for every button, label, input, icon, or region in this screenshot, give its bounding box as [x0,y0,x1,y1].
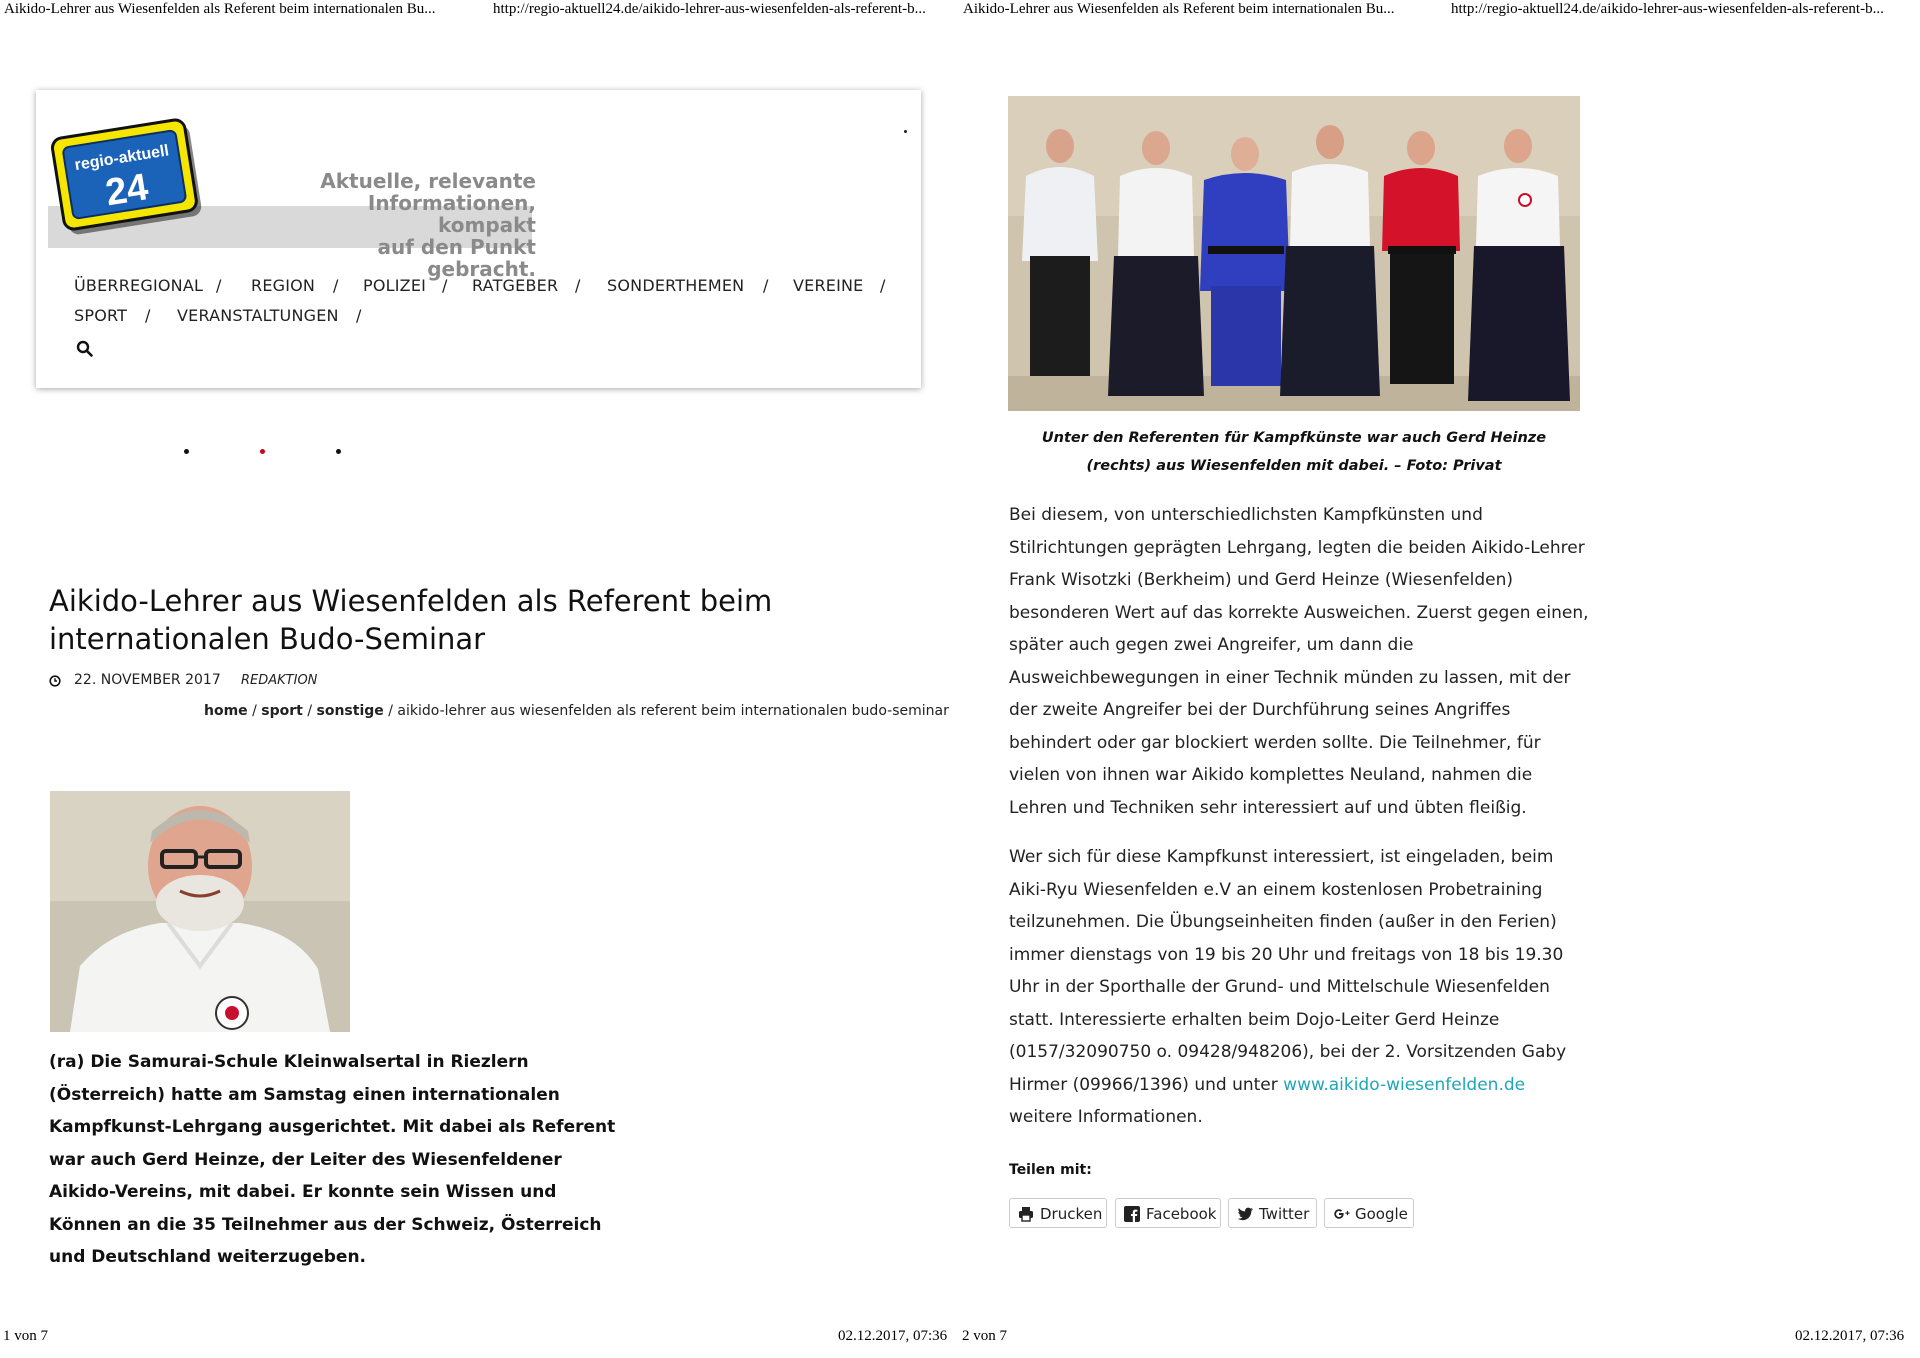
clock-icon [49,675,61,687]
facebook-icon [1124,1206,1140,1222]
print-button[interactable]: Drucken [1009,1198,1107,1228]
logo-badge-icon [49,115,207,240]
nav-item-sport[interactable]: SPORT [74,306,128,325]
header-dot [904,130,907,133]
nav-item-veranstaltungen[interactable]: VERANSTALTUNGEN [177,306,339,325]
breadcrumb-current: aikido-lehrer aus wiesenfelden als referent beim internationalen budo-seminar [397,703,949,719]
print-header-title-right: Aikido-Lehrer aus Wiesenfelden als Referent beim internationalen Bu... [963,1,1395,17]
nav-item-region[interactable]: REGION [251,276,316,295]
group-photo [1008,96,1580,411]
google-plus-icon [1333,1206,1351,1222]
site-tagline: Aktuelle, relevante Informationen, kompakt auf den Punkt gebracht. [320,169,536,281]
search-icon[interactable] [76,340,94,358]
site-logo[interactable] [48,126,536,281]
slider-dot[interactable] [336,449,341,454]
nav-separator: / [575,276,581,295]
print-header-title-left: Aikido-Lehrer aus Wiesenfelden als Referent beim internationalen Bu... [4,1,436,17]
svg-text:24: 24 [102,166,152,215]
nav-item-ratgeber[interactable]: RATGEBER [472,276,559,295]
print-header-url-right: http://regio-aktuell24.de/aikido-lehrer-aus-wiesenfelden-als-referent-b... [1451,1,1884,17]
website-link[interactable]: www.aikido-wiesenfelden.de [1283,1074,1526,1095]
article-author[interactable]: REDAKTION [241,673,318,688]
printer-icon [1018,1206,1034,1222]
nav-separator: / [763,276,769,295]
nav-separator: / [145,306,151,325]
article-paragraph: Wer sich für diese Kampfkunst interessiert, ist eingeladen, beim Aiki-Ryu Wiesenfelden e.V an einem kostenlosen Probetraining teilzunehmen. Die Übungseinheiten finden (außer in den Ferien) immer dienstags von 19 bis 20 Uhr und freitags von 18 bis 19.30 Uhr in der Sporthalle der Grund- und Mittelschule Wiesenfelden statt. Interessierte erhalten beim Dojo-Leiter Gerd Heinze (0157/32090750 o. 09428/948206), bei der 2. Vorsitzenden Gaby Hirmer (09966/1396) und unter www.aikido-wiesenfelden.de weitere Informationen. [1009,847,1567,1127]
nav-item-sonderthemen[interactable]: SONDERTHEMEN [607,276,745,295]
portrait-photo [50,791,350,1032]
share-label: Teilen mit: [1009,1162,1092,1178]
breadcrumb-sonstige[interactable]: sonstige [316,703,384,719]
print-footer-date-right: 02.12.2017, 07:36 [1795,1328,1905,1344]
article-intro: (ra) Die Samurai-Schule Kleinwalsertal in Riezlern (Österreich) hatte am Samstag einen internationalen Kampfkunst-Lehrgang ausgerichtet. Mit dabei als Referent war auch Gerd Heinze, der Leiter des Wiesenfeldener Aikido-Vereins, mit dabei. Er konnte sein Wissen und Können an die 35 Teilnehmer aus der Schweiz, Österreich und Deutschland weiterzugeben. [49,1052,616,1267]
breadcrumb-home[interactable]: home [204,703,248,719]
slider-dot-active[interactable] [260,449,265,454]
nav-separator: / [333,276,339,295]
nav-item-ueberregional[interactable]: ÜBERREGIONAL [74,276,204,295]
google-share-button[interactable]: Google [1324,1198,1414,1228]
article-paragraph: Bei diesem, von unterschiedlichsten Kampfkünsten und Stilrichtungen geprägten Lehrgang, legten die beiden Aikido-Lehrer Frank Wisotzki (Berkheim) und Gerd Heinze (Wiesenfelden) besonderen Wert auf das korrekte Ausweichen. Zuerst gegen einen, später auch gegen zwei Angreifer, um dann die Ausweichbewegungen in einer Technik münden zu lassen, mit der der zweite Angreifer bei der Durchführung seines Angriffes behindert oder gar blockiert werden sollte. Die Teilnehmer, für vielen von ihnen war Aikido komplettes Neuland, nahmen die Lehren und Techniken sehr interessiert auf und übten fleißig. [1009,505,1589,818]
print-footer-date-left: 02.12.2017, 07:36 [838,1328,948,1344]
print-header-url-left: http://regio-aktuell24.de/aikido-lehrer-aus-wiesenfelden-als-referent-b... [493,1,926,17]
twitter-share-button[interactable]: Twitter [1228,1198,1317,1228]
svg-text:regio-aktuell: regio-aktuell [73,142,171,175]
nav-item-polizei[interactable]: POLIZEI [363,276,427,295]
nav-separator: / [880,276,886,295]
nav-item-vereine[interactable]: VEREINE [793,276,864,295]
site-header [36,90,921,388]
article-title: Aikido-Lehrer aus Wiesenfelden als Referent beim internationalen Budo-Seminar [49,584,773,656]
breadcrumb-sport[interactable]: sport [261,703,303,719]
slider-dot[interactable] [184,449,189,454]
photo-caption: Unter den Referenten für Kampfkünste war auch Gerd Heinze (rechts) aus Wiesenfelden mit dabei. – Foto: Privat [1041,430,1547,474]
print-footer-page-left: 1 von 7 [3,1328,48,1344]
print-footer-page-right: 2 von 7 [962,1328,1007,1344]
twitter-icon [1237,1206,1254,1222]
breadcrumb: home / sport / sonstige / aikido-lehrer aus wiesenfelden als referent beim internationalen budo-seminar [204,703,949,719]
nav-separator: / [216,276,222,295]
article-date: 22. NOVEMBER 2017 [74,672,221,688]
nav-separator: / [442,276,448,295]
nav-separator: / [356,306,362,325]
facebook-share-button[interactable]: Facebook [1115,1198,1221,1228]
